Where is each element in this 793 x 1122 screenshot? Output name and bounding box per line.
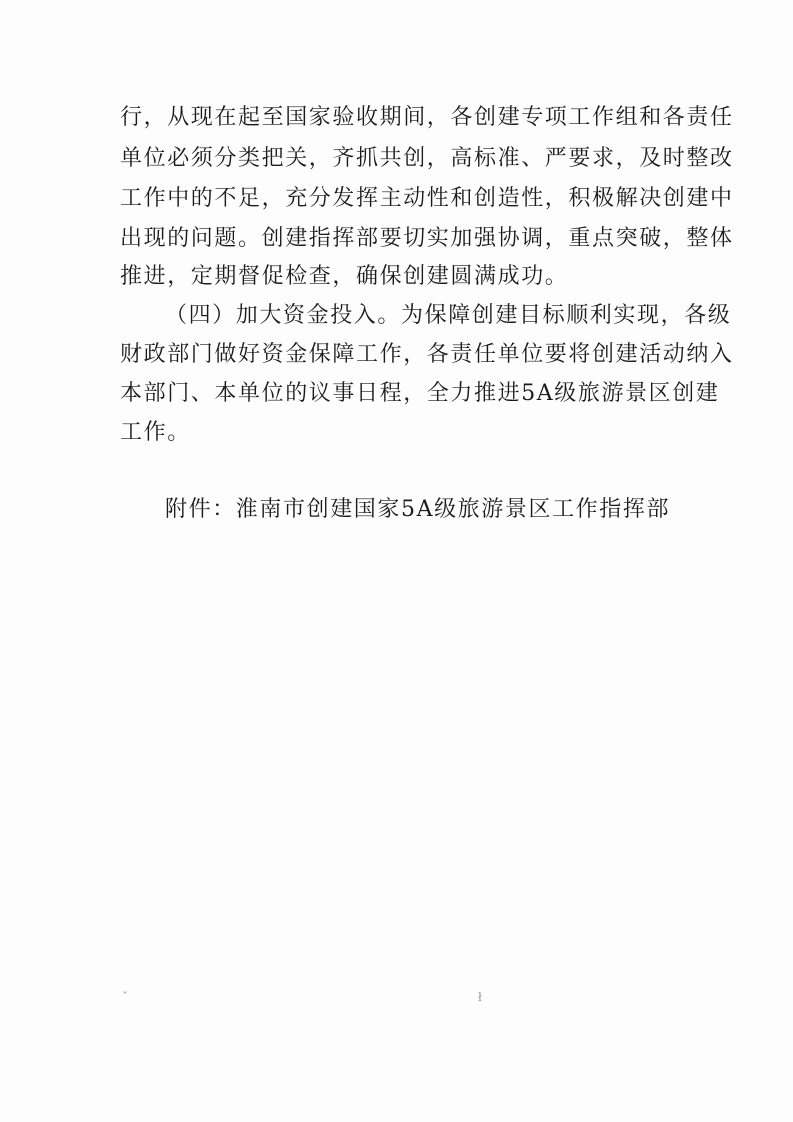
body-line-2: 单位必须分类把关，齐抓共创，高标准、严要求，及时整改 — [120, 146, 734, 171]
attachment-line: 附件：淮南市创建国家5A级旅游景区工作指挥部 — [165, 497, 671, 522]
section-four-line-4: 工作。 — [120, 420, 191, 445]
body-line-5: 推进，定期督促检查，确保创建圆满成功。 — [120, 264, 569, 289]
section-four-line-3: 本部门、本单位的议事日程，全力推进5A级旅游景区创建 — [120, 381, 720, 406]
section-four-line-2: 财政部门做好资金保障工作，各责任单位要将创建活动纳入 — [120, 342, 734, 367]
scan-mark-left: ˇ — [122, 990, 128, 1004]
body-line-1: 行，从现在起至国家验收期间，各创建专项工作组和各责任 — [120, 105, 734, 130]
body-line-4: 出现的问题。创建指挥部要切实加强协调，重点突破，整体 — [120, 226, 734, 251]
body-line-3: 工作中的不足，充分发挥主动性和创造性，积极解决创建中 — [120, 186, 734, 211]
section-four-line-1: （四）加大资金投入。为保障创建目标顺利实现，各级 — [165, 303, 732, 328]
scan-mark-center: ł — [478, 990, 482, 1004]
